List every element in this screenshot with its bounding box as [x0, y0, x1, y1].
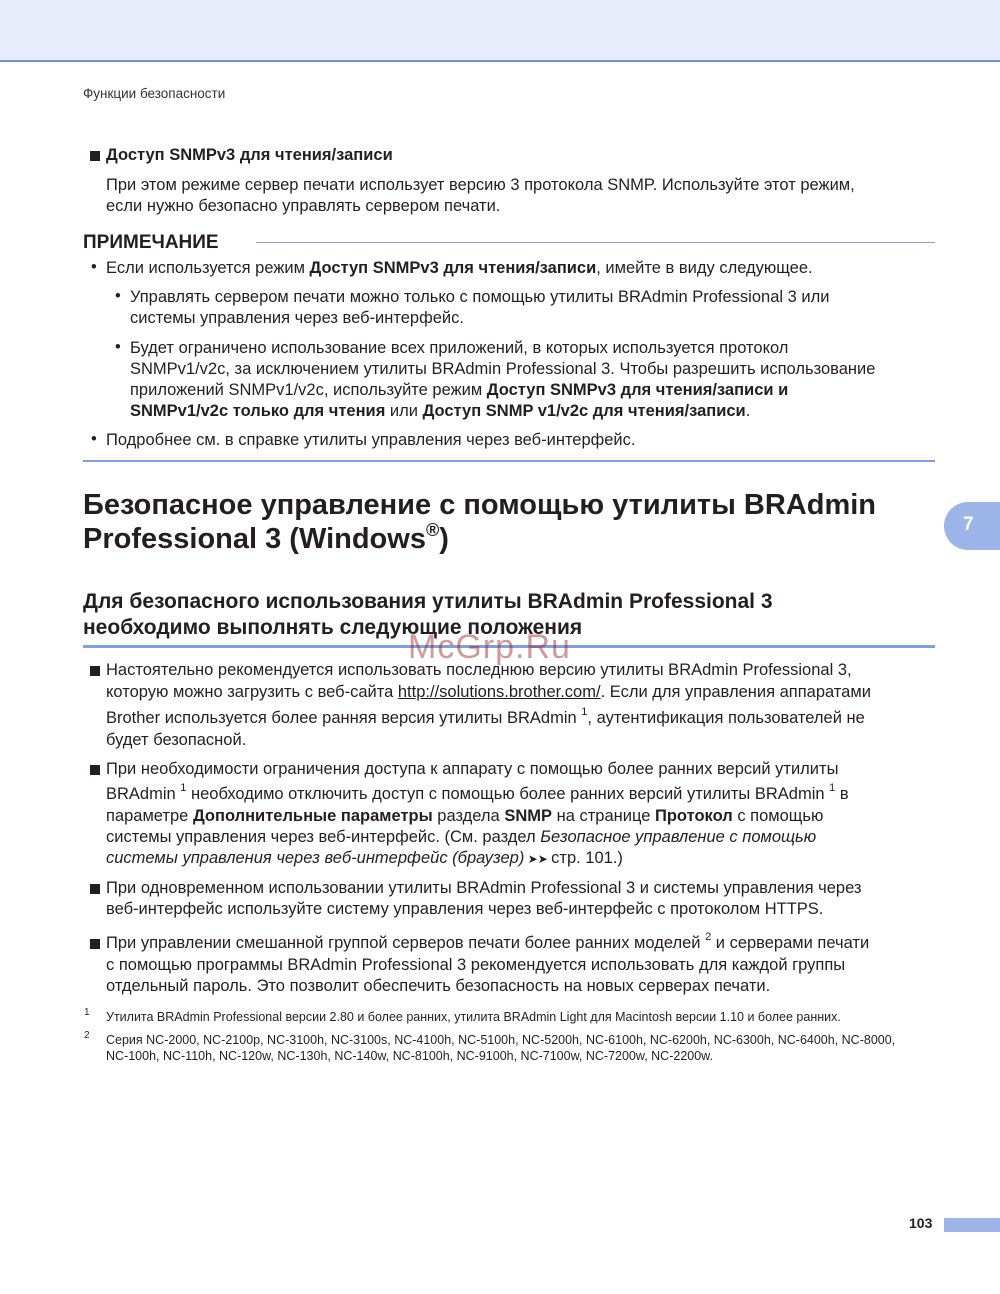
text: в	[835, 785, 849, 803]
square-bullet-icon	[90, 884, 100, 894]
item4-line3: отдельный пароль. Это позволит обеспечить безопасность на новых серверах печати.	[106, 977, 771, 995]
square-bullet-icon	[90, 939, 100, 949]
footnote-ref: 1	[581, 706, 588, 718]
page-number: 103	[909, 1215, 933, 1231]
note-sub-2-line2: SNMPv1/v2c, за исключением утилиты BRAdmin Professional 3. Чтобы разрешить использование	[130, 360, 876, 378]
item4-line1	[106, 933, 869, 955]
heading-line2: Professional 3 (Windows	[83, 523, 426, 555]
heading-line1: Безопасное управление с помощью утилиты BRAdmin	[83, 489, 877, 521]
bold-text: Доступ SNMP v1/v2c для чтения/записи	[422, 402, 746, 420]
page-number-bar	[944, 1218, 1000, 1232]
item1-line4: будет безопасной.	[106, 731, 247, 749]
bold-text: SNMPv1/v2c только для чтения	[130, 402, 386, 420]
registered-mark: ®	[425, 520, 440, 540]
cross-ref-text[interactable]: Безопасное управление с помощью	[540, 828, 817, 846]
item1-line1: Настоятельно рекомендуется использовать последнюю версию утилиты BRAdmin Professional 3,	[106, 661, 852, 679]
text: которую можно загрузить с веб-сайта	[106, 683, 398, 701]
bold-text: Доступ SNMPv3 для чтения/записи	[309, 259, 597, 277]
text: параметре	[106, 807, 193, 825]
text: системы управления через веб-интерфейс. (См. раздел	[106, 828, 541, 846]
text: . Если для управления аппаратами	[600, 683, 871, 701]
running-header: Функции безопасности	[83, 86, 226, 101]
item3-line2: веб-интерфейс используйте систему управления через веб-интерфейс с протоколом HTTPS.	[106, 900, 824, 918]
square-bullet-icon	[90, 765, 100, 775]
footnote-number: 1	[84, 1007, 90, 1018]
bullet-dot-icon: •	[91, 258, 97, 276]
footnote-1: Утилита BRAdmin Professional версии 2.80 и более ранних, утилита BRAdmin Light для Macintosh версии 1.10 и более ранних.	[106, 1010, 841, 1024]
footnote-ref: 2	[705, 931, 712, 943]
chapter-tab	[944, 502, 1000, 550]
text: Brother используется более ранняя версия утилиты BRAdmin	[106, 709, 582, 727]
text: раздела	[432, 807, 505, 825]
note-sub-2-line3	[130, 380, 788, 402]
note-sub-2-line4	[130, 401, 750, 423]
text: с помощью	[732, 807, 824, 825]
bold-text: SNMP	[504, 807, 552, 825]
cross-ref-text[interactable]: системы управления через веб-интерфейс (браузер)	[106, 849, 525, 867]
bullet-dot-icon: •	[115, 338, 121, 356]
subheading-line1: Для безопасного использования утилиты BRAdmin Professional 3	[83, 590, 773, 613]
double-arrow-icon: ➤➤	[524, 852, 552, 866]
text: на странице	[552, 807, 655, 825]
bold-text: Дополнительные параметры	[192, 807, 433, 825]
text: , имейте в виду следующее.	[596, 259, 813, 277]
footnote-number: 2	[84, 1030, 90, 1041]
snmp-option-title: Доступ SNMPv3 для чтения/записи	[106, 146, 393, 164]
note-sub-2-line1: Будет ограничено использование всех приложений, в которых используется протокол	[130, 339, 789, 357]
item2-line5	[106, 848, 623, 871]
note-title: ПРИМЕЧАНИЕ	[83, 232, 219, 253]
text: При управлении смешанной группой серверов печати более ранних моделей	[106, 934, 706, 952]
bold-text: Доступ SNMPv3 для чтения/записи и	[486, 381, 789, 399]
chapter-number: 7	[963, 514, 974, 535]
note-sub-1-line1: Управлять сервером печати можно только с помощью утилиты BRAdmin Professional 3 или	[130, 288, 830, 306]
note-rule	[256, 242, 935, 243]
text: или	[385, 402, 423, 420]
bullet-dot-icon: •	[91, 430, 97, 448]
footnote-2-line1: Серия NC-2000, NC-2100p, NC-3100h, NC-3100s, NC-4100h, NC-5100h, NC-5200h, NC-6100h, NC-6200h, NC-6300h, NC-6400h, NC-8000,	[106, 1033, 896, 1047]
text: необходимо отключить доступ с помощью более ранних версий утилиты BRAdmin	[186, 785, 830, 803]
item3-line1: При одновременном использовании утилиты BRAdmin Professional 3 и системы управления через	[106, 879, 862, 897]
item2-line4	[106, 827, 816, 849]
footnote-2-line2: NC-100h, NC-110h, NC-120w, NC-130h, NC-140w, NC-8100h, NC-9100h, NC-7100w, NC-7200w, NC-2200w.	[106, 1049, 713, 1063]
bullet-dot-icon: •	[115, 287, 121, 305]
item1-line2	[106, 682, 871, 704]
footnote-ref: 1	[180, 782, 187, 794]
snmp-desc-line2: если нужно безопасно управлять сервером печати.	[106, 197, 501, 215]
section-heading	[83, 488, 943, 556]
text: , аутентификация пользователей не	[587, 709, 865, 727]
subheading-line2: необходимо выполнять следующие положения	[83, 616, 583, 639]
note-bullet-1	[106, 258, 813, 280]
top-rule	[0, 60, 1000, 62]
text: BRAdmin	[106, 785, 181, 803]
item2-line1: При необходимости ограничения доступа к аппарату с помощью более ранних версий утилиты	[106, 760, 839, 778]
text: приложений SNMPv1/v2c, используйте режим	[130, 381, 487, 399]
note-end-rule	[83, 460, 935, 462]
watermark: McGrp.Ru	[408, 628, 571, 666]
note-sub-1-line2: системы управления через веб-интерфейс.	[130, 309, 464, 327]
bold-text: Протокол	[654, 807, 733, 825]
text: и серверами печати	[711, 934, 870, 952]
heading-paren: )	[439, 523, 449, 555]
item4-line2: с помощью программы BRAdmin Professional 3 рекомендуется использовать для каждой группы	[106, 956, 846, 974]
square-bullet-icon	[90, 666, 100, 676]
text: стр. 101.)	[551, 849, 623, 867]
square-bullet-icon	[90, 151, 100, 161]
top-band	[0, 0, 1000, 60]
brother-solutions-link[interactable]: http://solutions.brother.com/	[397, 683, 601, 701]
item1-line3	[106, 708, 865, 730]
item2-line3	[106, 806, 823, 828]
text: .	[745, 402, 751, 420]
note-bullet-2: Подробнее см. в справке утилиты управления через веб-интерфейс.	[106, 431, 636, 449]
footnote-ref: 1	[829, 782, 836, 794]
item2-line2	[106, 784, 849, 806]
text: Если используется режим	[106, 259, 310, 277]
snmp-desc-line1: При этом режиме сервер печати использует версию 3 протокола SNMP. Используйте этот режим,	[106, 176, 855, 194]
